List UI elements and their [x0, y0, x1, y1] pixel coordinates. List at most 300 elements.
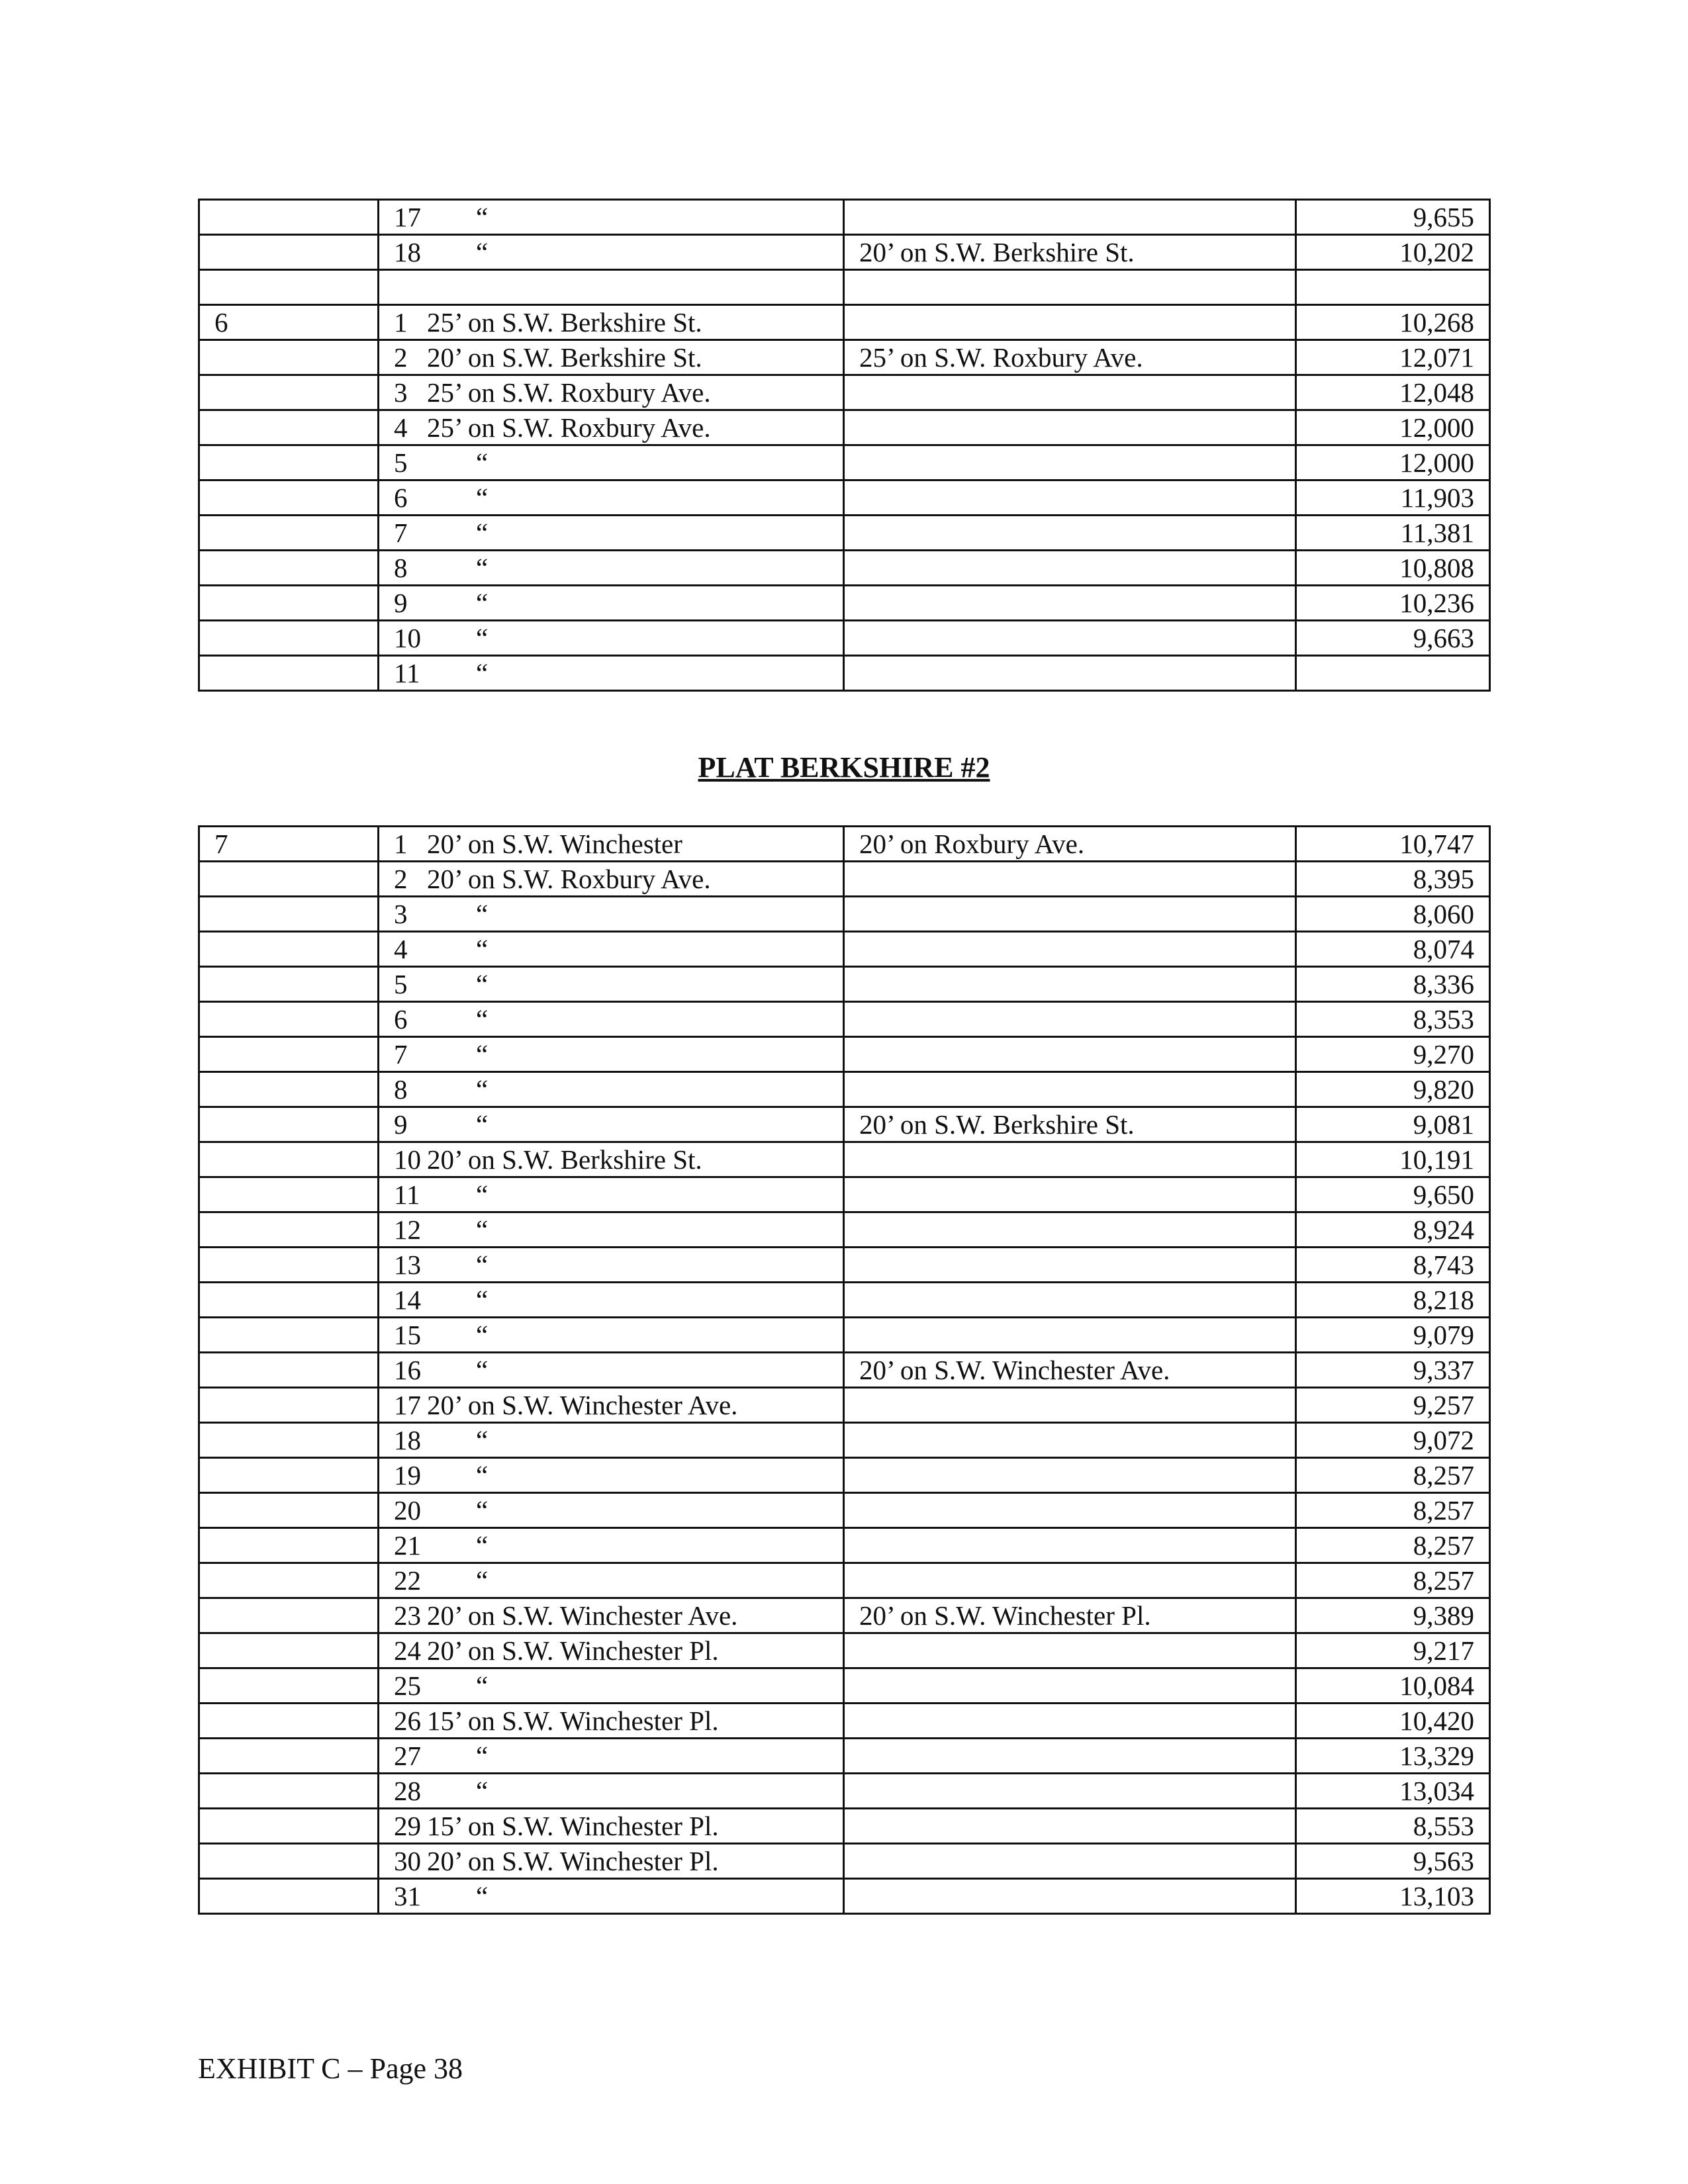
side-frontage-cell [844, 200, 1296, 235]
ditto-mark: “ [476, 1074, 489, 1105]
side-frontage-cell [844, 1809, 1296, 1844]
area-cell: 12,048 [1296, 375, 1490, 410]
block-cell [199, 1844, 379, 1879]
area-cell: 9,650 [1296, 1177, 1490, 1212]
lot-number: 7 [394, 1039, 408, 1069]
ditto-mark: “ [476, 1004, 489, 1034]
block-cell: 7 [199, 827, 379, 862]
area-cell: 8,074 [1296, 932, 1490, 967]
side-frontage-cell [844, 1704, 1296, 1739]
ditto-mark: “ [476, 658, 489, 688]
lot-number: 27 [394, 1741, 421, 1771]
block-cell [199, 1002, 379, 1037]
side-frontage-cell [844, 410, 1296, 445]
side-frontage-cell [844, 551, 1296, 586]
lot-cell [379, 235, 844, 270]
side-frontage-cell [844, 516, 1296, 551]
ditto-mark: “ [476, 1285, 489, 1315]
area-cell: 10,191 [1296, 1142, 1490, 1177]
section-title: PLAT BERKSHIRE #2 [698, 751, 990, 784]
lot-cell [379, 1563, 844, 1598]
side-frontage-cell [844, 375, 1296, 410]
table-row [199, 1493, 1490, 1528]
ditto-mark: “ [476, 202, 489, 232]
area-cell: 8,257 [1296, 1493, 1490, 1528]
lot-frontage: 20’ on S.W. Berkshire St. [427, 1144, 702, 1175]
side-frontage-cell [844, 1388, 1296, 1423]
lot-frontage: 25’ on S.W. Roxbury Ave. [427, 377, 711, 408]
area-cell: 9,337 [1296, 1353, 1490, 1388]
side-frontage-cell [844, 445, 1296, 480]
table-row [199, 1423, 1490, 1458]
side-frontage-cell [844, 656, 1296, 691]
side-frontage-cell [844, 1142, 1296, 1177]
lot-number: 10 [394, 623, 421, 653]
table-row [199, 897, 1490, 932]
side-frontage-cell [844, 1248, 1296, 1283]
side-frontage-cell: 25’ on S.W. Roxbury Ave. [844, 340, 1296, 375]
table-row [199, 410, 1490, 445]
side-frontage-cell [844, 1879, 1296, 1914]
lot-cell [379, 1458, 844, 1493]
lot-number: 31 [394, 1881, 421, 1911]
side-frontage-cell [844, 1283, 1296, 1318]
area-cell: 9,389 [1296, 1598, 1490, 1633]
ditto-mark: “ [476, 588, 489, 618]
lot-frontage: 20’ on S.W. Berkshire St. [427, 342, 702, 373]
block-cell [199, 235, 379, 270]
lot-cell [379, 1248, 844, 1283]
table-row [199, 1037, 1490, 1072]
block-cell [199, 516, 379, 551]
table-row [199, 375, 1490, 410]
lot-number: 21 [394, 1530, 421, 1561]
area-cell: 9,257 [1296, 1388, 1490, 1423]
area-cell: 10,420 [1296, 1704, 1490, 1739]
lot-number: 11 [394, 658, 420, 688]
side-frontage-cell [844, 1318, 1296, 1353]
area-cell: 9,655 [1296, 200, 1490, 235]
block-cell [199, 1739, 379, 1774]
block-cell [199, 1598, 379, 1633]
block-cell [199, 1423, 379, 1458]
area-cell: 9,270 [1296, 1037, 1490, 1072]
side-frontage-cell [844, 1633, 1296, 1668]
page-footer: EXHIBIT C – Page 38 [198, 2052, 463, 2085]
lot-number: 6 [394, 1004, 408, 1034]
lot-number: 10 [394, 1144, 421, 1175]
lot-number: 13 [394, 1250, 421, 1280]
lot-cell [379, 1633, 844, 1668]
table-row [199, 932, 1490, 967]
lot-frontage: 20’ on S.W. Winchester Pl. [427, 1846, 719, 1876]
lot-number: 7 [394, 518, 408, 548]
lot-cell [379, 1283, 844, 1318]
table-row [199, 1563, 1490, 1598]
lot-cell [379, 1704, 844, 1739]
block-cell [199, 862, 379, 897]
block-cell [199, 932, 379, 967]
block-cell [199, 1037, 379, 1072]
block-cell [199, 967, 379, 1002]
side-frontage-cell [844, 1493, 1296, 1528]
ditto-mark: “ [476, 1109, 489, 1140]
area-cell: 10,084 [1296, 1668, 1490, 1704]
lot-frontage: 25’ on S.W. Roxbury Ave. [427, 412, 711, 443]
area-cell: 9,081 [1296, 1107, 1490, 1142]
table-row [199, 445, 1490, 480]
table-row [199, 340, 1490, 375]
table-row [199, 1458, 1490, 1493]
ditto-mark: “ [476, 1460, 489, 1490]
side-frontage-cell [844, 1458, 1296, 1493]
block-cell [199, 1212, 379, 1248]
block-cell [199, 1142, 379, 1177]
lot-table-continued-body [199, 200, 1490, 691]
lot-number: 23 [394, 1600, 421, 1631]
area-cell: 10,202 [1296, 235, 1490, 270]
block-cell [199, 410, 379, 445]
table-row [199, 1353, 1490, 1388]
block-cell [199, 1668, 379, 1704]
area-cell: 8,218 [1296, 1283, 1490, 1318]
area-cell: 13,329 [1296, 1739, 1490, 1774]
lot-cell [379, 827, 844, 862]
ditto-mark: “ [476, 1179, 489, 1210]
table-row [199, 1318, 1490, 1353]
block-cell [199, 375, 379, 410]
lot-cell [379, 1212, 844, 1248]
area-cell: 10,747 [1296, 827, 1490, 862]
area-cell: 8,553 [1296, 1809, 1490, 1844]
area-cell: 9,563 [1296, 1844, 1490, 1879]
side-frontage-cell [844, 305, 1296, 340]
block-cell [199, 445, 379, 480]
block-cell [199, 1353, 379, 1388]
area-cell: 13,103 [1296, 1879, 1490, 1914]
lot-cell [379, 1493, 844, 1528]
lot-frontage: 20’ on S.W. Roxbury Ave. [427, 864, 711, 894]
lot-number: 22 [394, 1565, 421, 1596]
table-row [199, 1704, 1490, 1739]
lot-cell [379, 1774, 844, 1809]
table-row [199, 1177, 1490, 1212]
lot-number: 12 [394, 1214, 421, 1245]
block-cell [199, 551, 379, 586]
block-cell [199, 1248, 379, 1283]
side-frontage-cell [844, 586, 1296, 621]
table-row [199, 1598, 1490, 1633]
lot-cell [379, 410, 844, 445]
area-cell [1296, 270, 1490, 305]
lot-number: 18 [394, 1425, 421, 1455]
table-row [199, 1879, 1490, 1914]
table-row [199, 1528, 1490, 1563]
lot-cell [379, 621, 844, 656]
lot-cell [379, 656, 844, 691]
lot-cell [379, 1107, 844, 1142]
ditto-mark: “ [476, 1214, 489, 1245]
lot-frontage: 20’ on S.W. Winchester Ave. [427, 1600, 738, 1631]
block-cell [199, 1528, 379, 1563]
lot-cell [379, 340, 844, 375]
table-row [199, 1212, 1490, 1248]
ditto-mark: “ [476, 623, 489, 653]
lot-cell [379, 1177, 844, 1212]
block-cell [199, 1458, 379, 1493]
lot-number: 8 [394, 553, 408, 583]
area-cell: 8,257 [1296, 1458, 1490, 1493]
block-cell [199, 1107, 379, 1142]
table-row [199, 1739, 1490, 1774]
block-cell [199, 1809, 379, 1844]
block-cell [199, 1283, 379, 1318]
lot-number: 24 [394, 1635, 421, 1666]
area-cell: 8,395 [1296, 862, 1490, 897]
ditto-mark: “ [476, 1250, 489, 1280]
lot-number: 8 [394, 1074, 408, 1105]
lot-number: 26 [394, 1706, 421, 1736]
table-row [199, 862, 1490, 897]
block-cell [199, 1493, 379, 1528]
block-cell [199, 1704, 379, 1739]
area-cell: 12,071 [1296, 340, 1490, 375]
area-cell: 11,381 [1296, 516, 1490, 551]
lot-cell [379, 862, 844, 897]
area-cell: 8,336 [1296, 967, 1490, 1002]
lot-cell [379, 586, 844, 621]
area-cell: 9,079 [1296, 1318, 1490, 1353]
area-cell: 12,000 [1296, 445, 1490, 480]
block-cell [199, 1318, 379, 1353]
side-frontage-cell: 20’ on Roxbury Ave. [844, 827, 1296, 862]
table-row [199, 1002, 1490, 1037]
ditto-mark: “ [476, 934, 489, 964]
lot-number: 17 [394, 202, 421, 232]
lot-number: 20 [394, 1495, 421, 1525]
block-cell [199, 200, 379, 235]
side-frontage-cell [844, 1774, 1296, 1809]
table-row [199, 1072, 1490, 1107]
lot-cell [379, 551, 844, 586]
lot-cell [379, 1528, 844, 1563]
lot-number: 9 [394, 1109, 408, 1140]
area-cell: 8,353 [1296, 1002, 1490, 1037]
area-cell: 10,808 [1296, 551, 1490, 586]
table-row [199, 1107, 1490, 1142]
block-cell [199, 897, 379, 932]
table-row [199, 200, 1490, 235]
table-row [199, 551, 1490, 586]
side-frontage-cell [844, 1002, 1296, 1037]
area-cell: 8,924 [1296, 1212, 1490, 1248]
block-cell [199, 1072, 379, 1107]
area-cell: 8,257 [1296, 1528, 1490, 1563]
side-frontage-cell: 20’ on S.W. Berkshire St. [844, 1107, 1296, 1142]
side-frontage-cell [844, 1177, 1296, 1212]
side-frontage-cell [844, 1844, 1296, 1879]
ditto-mark: “ [476, 237, 489, 267]
block-cell [199, 586, 379, 621]
side-frontage-cell [844, 621, 1296, 656]
lot-cell [379, 1388, 844, 1423]
table-row [199, 1248, 1490, 1283]
table-row [199, 1388, 1490, 1423]
lot-number: 14 [394, 1285, 421, 1315]
lot-cell [379, 1072, 844, 1107]
table-row [199, 1283, 1490, 1318]
lot-cell [379, 1318, 844, 1353]
lot-number: 29 [394, 1811, 421, 1841]
block-cell [199, 1774, 379, 1809]
lot-number: 18 [394, 237, 421, 267]
side-frontage-cell [844, 967, 1296, 1002]
lot-cell [379, 1598, 844, 1633]
table-row [199, 1142, 1490, 1177]
ditto-mark: “ [476, 1425, 489, 1455]
block-cell [199, 1633, 379, 1668]
lot-number: 4 [394, 934, 408, 964]
lot-number: 19 [394, 1460, 421, 1490]
side-frontage-cell [844, 1563, 1296, 1598]
lot-number: 2 [394, 864, 408, 894]
ditto-mark: “ [476, 1670, 489, 1701]
lot-cell [379, 305, 844, 340]
block-cell [199, 1879, 379, 1914]
lot-cell [379, 1037, 844, 1072]
table-row [199, 1774, 1490, 1809]
lot-cell [379, 516, 844, 551]
area-cell: 13,034 [1296, 1774, 1490, 1809]
table-row [199, 1633, 1490, 1668]
lot-cell [379, 1353, 844, 1388]
lot-number: 30 [394, 1846, 421, 1876]
table-row [199, 656, 1490, 691]
area-cell: 11,903 [1296, 480, 1490, 516]
lot-number: 1 [394, 829, 408, 859]
side-frontage-cell [844, 1668, 1296, 1704]
table-row [199, 235, 1490, 270]
side-frontage-cell: 20’ on S.W. Winchester Pl. [844, 1598, 1296, 1633]
lot-cell [379, 932, 844, 967]
side-frontage-cell: 20’ on S.W. Winchester Ave. [844, 1353, 1296, 1388]
area-cell: 9,072 [1296, 1423, 1490, 1458]
ditto-mark: “ [476, 1741, 489, 1771]
lot-cell [379, 1844, 844, 1879]
lot-number: 28 [394, 1776, 421, 1806]
lot-number: 17 [394, 1390, 421, 1420]
block-cell [199, 270, 379, 305]
ditto-mark: “ [476, 1881, 489, 1911]
side-frontage-cell [844, 1423, 1296, 1458]
area-cell: 9,663 [1296, 621, 1490, 656]
lot-frontage: 25’ on S.W. Berkshire St. [427, 307, 702, 338]
lot-number: 11 [394, 1179, 420, 1210]
lot-number: 5 [394, 969, 408, 999]
table-row [199, 1668, 1490, 1704]
block-cell [199, 1563, 379, 1598]
block-cell [199, 1388, 379, 1423]
lot-cell [379, 445, 844, 480]
lot-cell [379, 1142, 844, 1177]
table-row [199, 967, 1490, 1002]
side-frontage-cell: 20’ on S.W. Berkshire St. [844, 235, 1296, 270]
area-cell: 8,060 [1296, 897, 1490, 932]
lot-frontage: 20’ on S.W. Winchester Pl. [427, 1635, 719, 1666]
side-frontage-cell [844, 1037, 1296, 1072]
side-frontage-cell [844, 1739, 1296, 1774]
side-frontage-cell [844, 1212, 1296, 1248]
lot-frontage: 15’ on S.W. Winchester Pl. [427, 1811, 719, 1841]
area-cell: 9,820 [1296, 1072, 1490, 1107]
lot-cell [379, 1879, 844, 1914]
side-frontage-cell [844, 897, 1296, 932]
ditto-mark: “ [476, 1530, 489, 1561]
area-cell: 8,257 [1296, 1563, 1490, 1598]
lot-cell [379, 200, 844, 235]
table-row [199, 827, 1490, 862]
lot-table-continued [198, 199, 1491, 692]
ditto-mark: “ [476, 899, 489, 929]
table-row [199, 621, 1490, 656]
table-row [199, 270, 1490, 305]
lot-cell [379, 270, 844, 305]
lot-number: 1 [394, 307, 408, 338]
lot-number: 4 [394, 412, 408, 443]
lot-frontage: 15’ on S.W. Winchester Pl. [427, 1706, 719, 1736]
area-cell [1296, 656, 1490, 691]
side-frontage-cell [844, 1528, 1296, 1563]
block-cell [199, 340, 379, 375]
ditto-mark: “ [476, 518, 489, 548]
lot-number: 3 [394, 377, 408, 408]
block-cell [199, 656, 379, 691]
lot-cell [379, 1423, 844, 1458]
side-frontage-cell [844, 862, 1296, 897]
table-row [199, 480, 1490, 516]
ditto-mark: “ [476, 1776, 489, 1806]
plat-berkshire-2-table-body [199, 827, 1490, 1914]
ditto-mark: “ [476, 553, 489, 583]
lot-number: 6 [394, 482, 408, 513]
side-frontage-cell [844, 480, 1296, 516]
table-row [199, 1844, 1490, 1879]
block-cell: 6 [199, 305, 379, 340]
block-cell [199, 621, 379, 656]
ditto-mark: “ [476, 447, 489, 478]
side-frontage-cell [844, 932, 1296, 967]
ditto-mark: “ [476, 1495, 489, 1525]
lot-frontage: 20’ on S.W. Winchester [427, 829, 682, 859]
lot-number: 16 [394, 1355, 421, 1385]
lot-number: 15 [394, 1320, 421, 1350]
block-cell [199, 480, 379, 516]
lot-cell [379, 967, 844, 1002]
lot-cell [379, 1668, 844, 1704]
plat-berkshire-2-table [198, 825, 1491, 1915]
side-frontage-cell [844, 1072, 1296, 1107]
table-row [199, 516, 1490, 551]
lot-number: 2 [394, 342, 408, 373]
ditto-mark: “ [476, 969, 489, 999]
ditto-mark: “ [476, 1039, 489, 1069]
lot-number: 25 [394, 1670, 421, 1701]
lot-number: 9 [394, 588, 408, 618]
lot-number: 3 [394, 899, 408, 929]
table-row [199, 586, 1490, 621]
area-cell: 9,217 [1296, 1633, 1490, 1668]
ditto-mark: “ [476, 1320, 489, 1350]
